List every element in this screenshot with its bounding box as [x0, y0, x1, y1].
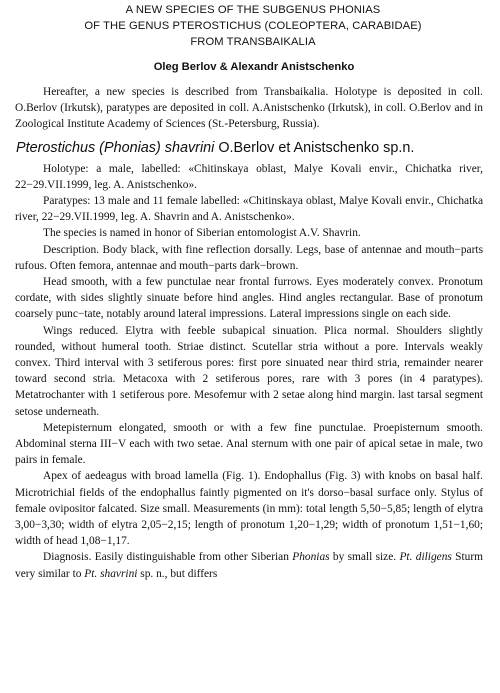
diagnosis-text-4: sp. n., but differs: [137, 567, 218, 580]
wings-paragraph: Wings reduced. Elytra with feeble subapical sinuation. Plica normal. Shoulders slightly rounded, without humeral tooth. Striae distinct. Scutellar stria without a pore. Intervals weakly convex. Third interval with 3 setiferous pores: first pore sinuated near third stria, remainder nearer toward second stria. Metacoxa with 2 setiferous pores, rare with 3 pores (in 4 paratypes). Metatrochanter with 1 setiferous pore. Mesofemur with 2 setae along hind margin. last tarsal segment setose underneath.: [15, 324, 483, 418]
species-heading: [15, 139, 483, 158]
diagnosis-text-3: Sturm very similar to: [15, 551, 483, 580]
title-line-1: A NEW SPECIES OF THE SUBGENUS PHONIAS: [125, 4, 381, 16]
diagnosis-species-shavrini: Pt. shavrini: [84, 567, 138, 580]
metepisternum-paragraph: Metepisternum elongated, smooth or with a few fine punctulae. Proepisternum smooth. Abdominal sterna III−V each with two setae. Anal sternum with one pair of apical setae in male, two pairs in female.: [15, 421, 483, 467]
holotype-paragraph: Holotype: a male, labelled: «Chitinskaya oblast, Malye Kovali envir., Chichatka river, 22−29.VII.1999, leg. A. Anistschenko».: [15, 162, 483, 191]
head-paragraph: Head smooth, with a few punctulae near frontal furrows. Eyes moderately convex. Pronotum cordate, with sides slightly sinuate before hind angles. Hind angles rectangular. Base of pronotum coarsely punc−tate, notably around lateral impressions. Lateral impressions single on each side.: [15, 276, 483, 321]
title-line-2: OF THE GENUS PTEROSTICHUS (COLEOPTERA, CARABIDAE): [84, 20, 422, 32]
diagnosis-text-2: by small size.: [329, 551, 400, 564]
species-name: Pterostichus (Phonias) shavrini: [16, 139, 215, 156]
diagnosis-species-diligens: Pt. diligens: [399, 551, 452, 564]
etymology-paragraph: The species is named in honor of Siberian entomologist A.V. Shavrin.: [43, 227, 361, 240]
intro-paragraph: Hereafter, a new species is described from Transbaikalia. Holotype is deposited in coll. O.Berlov (Irkutsk), paratypes are deposited in coll. A.Anistschenko (Irkutsk), in coll. O.Berlov and in Zoological Institute Academy of Sciences (St.-Petersburg, Russia).: [15, 86, 483, 131]
diagnosis-paragraph: [15, 549, 483, 581]
diagnosis-text-1: Diagnosis. Easily distinguishable from other Siberian: [43, 551, 293, 564]
diagnosis-genus: Phonias: [292, 551, 330, 564]
aedeagus-paragraph: Apex of aedeagus with broad lamella (Fig. 1). Endophallus (Fig. 3) with knobs on basal half. Microtrichial fields of the endophallus faintly pigmented on it's dorso−basal surface only. Stylus of female ovipositor falcated. Size small. Measurements (in mm): total length 5,50−5,85; length of elytra 3,00−3,30; width of elytra 2,05−2,15; length of pronotum 1,20−1,29; width of pronotum 1,51−1,60; width of head 1,08−1,17.: [15, 470, 483, 548]
description-paragraph: Description. Body black, with fine reflection dorsally. Legs, base of antennae and mouth−parts rufous. Often femora, antennae and mouth−parts dark−brown.: [15, 243, 483, 272]
species-authority: O.Berlov et Anistschenko sp.n.: [214, 139, 415, 156]
article-title: [15, 2, 483, 50]
authors: Oleg Berlov & Alexandr Anistschenko: [153, 61, 355, 73]
title-line-3: FROM TRANSBAIKALIA: [190, 36, 316, 48]
paratypes-paragraph: Paratypes: 13 male and 11 female labelled: «Chitinskaya oblast, Malye Kovali envir., Chichatka river, 22−29.VII.1999, leg. A. Shavrin and A. Anistschenko».: [15, 195, 483, 224]
